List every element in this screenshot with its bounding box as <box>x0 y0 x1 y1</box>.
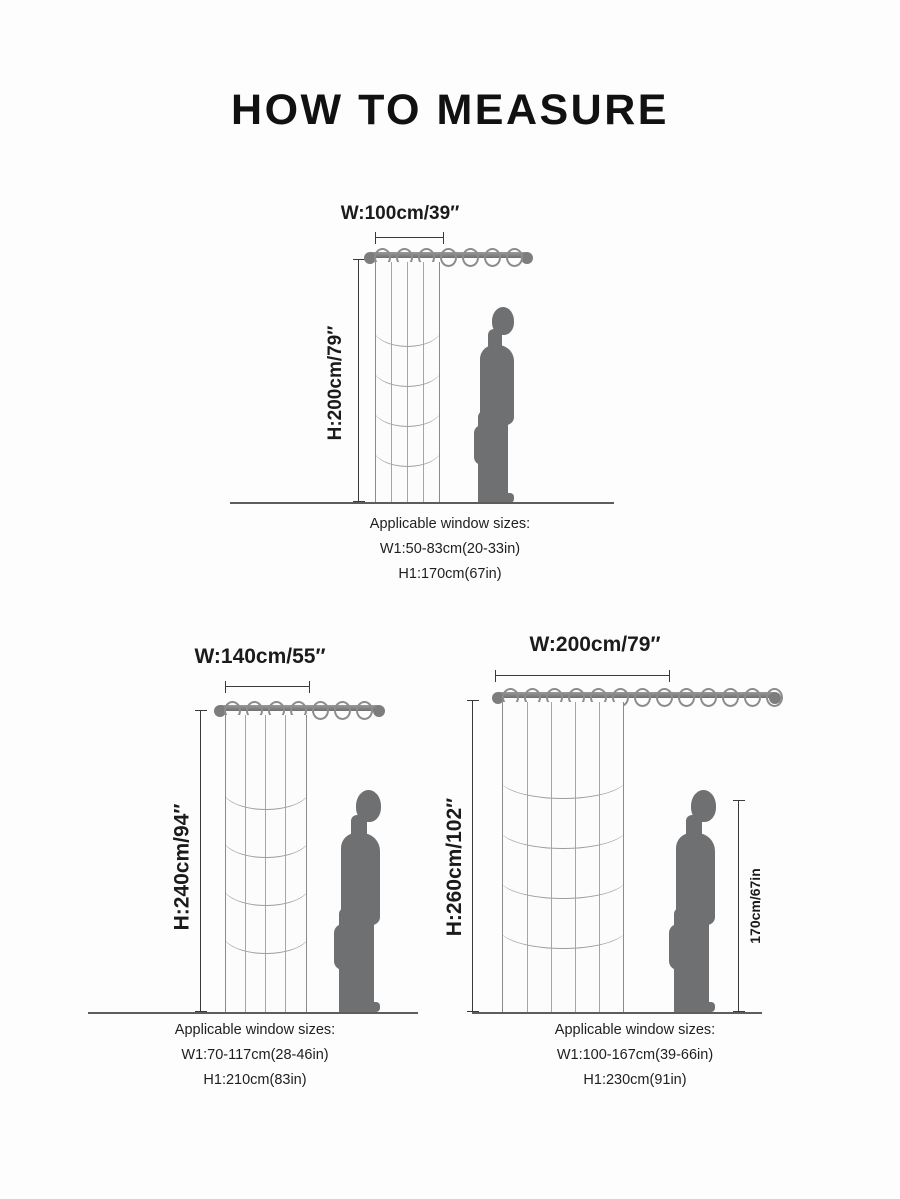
person-height-label-3: 170cm/67in <box>747 868 763 944</box>
curtain-ring <box>722 688 739 707</box>
floor-line-2 <box>88 1012 418 1014</box>
height-label-3: H:260cm/102″ <box>443 797 466 937</box>
curtain-ring <box>700 688 717 707</box>
curtain-ring <box>656 688 673 707</box>
height-label-1: H:200cm/79″ <box>325 325 346 441</box>
caption-3 <box>470 1018 800 1093</box>
rod-cap-right-2 <box>373 705 385 717</box>
caption-heading-1: Applicable window sizes: <box>369 516 531 532</box>
curtain-ring <box>678 688 695 707</box>
width-label-2: W:140cm/55″ <box>194 645 326 668</box>
caption-height-2: H1:210cm(83in) <box>203 1072 307 1088</box>
diagram-size-200x260 <box>443 0 900 1199</box>
floor-line-3 <box>472 1012 762 1014</box>
caption-width-1: W1:50-83cm(20-33in) <box>379 541 521 557</box>
curtain-ring <box>356 701 373 720</box>
height-dimension-line-3 <box>472 700 473 1012</box>
width-dimension-line-2 <box>225 686 310 687</box>
width-dimension-line-3 <box>495 675 670 676</box>
person-silhouette-3 <box>665 790 735 1012</box>
person-silhouette-2 <box>330 790 400 1012</box>
height-dimension-line-2 <box>200 710 201 1012</box>
curtain-ring <box>334 701 351 720</box>
page-title: HOW TO MEASURE <box>231 86 669 134</box>
person-height-dimension-line-3 <box>738 800 739 1012</box>
curtain-ring <box>766 688 783 707</box>
height-label-2: H:240cm/94″ <box>170 803 194 931</box>
caption-width-3: W1:100-167cm(39-66in) <box>556 1047 714 1063</box>
width-label-3: W:200cm/79″ <box>529 633 661 656</box>
caption-width-2: W1:70-117cm(28-46in) <box>181 1047 329 1063</box>
caption-heading-3: Applicable window sizes: <box>554 1022 716 1038</box>
caption-heading-2: Applicable window sizes: <box>174 1022 336 1038</box>
caption-height-1: H1:170cm(67in) <box>398 566 502 582</box>
caption-height-3: H1:230cm(91in) <box>583 1072 687 1088</box>
caption-2 <box>95 1018 415 1093</box>
curtain-ring <box>634 688 651 707</box>
curtain-panel-2 <box>225 715 307 1013</box>
curtain-ring <box>744 688 761 707</box>
width-label-1: W:100cm/39″ <box>340 203 460 224</box>
curtain-panel-3 <box>502 702 624 1013</box>
curtain-ring <box>312 701 329 720</box>
